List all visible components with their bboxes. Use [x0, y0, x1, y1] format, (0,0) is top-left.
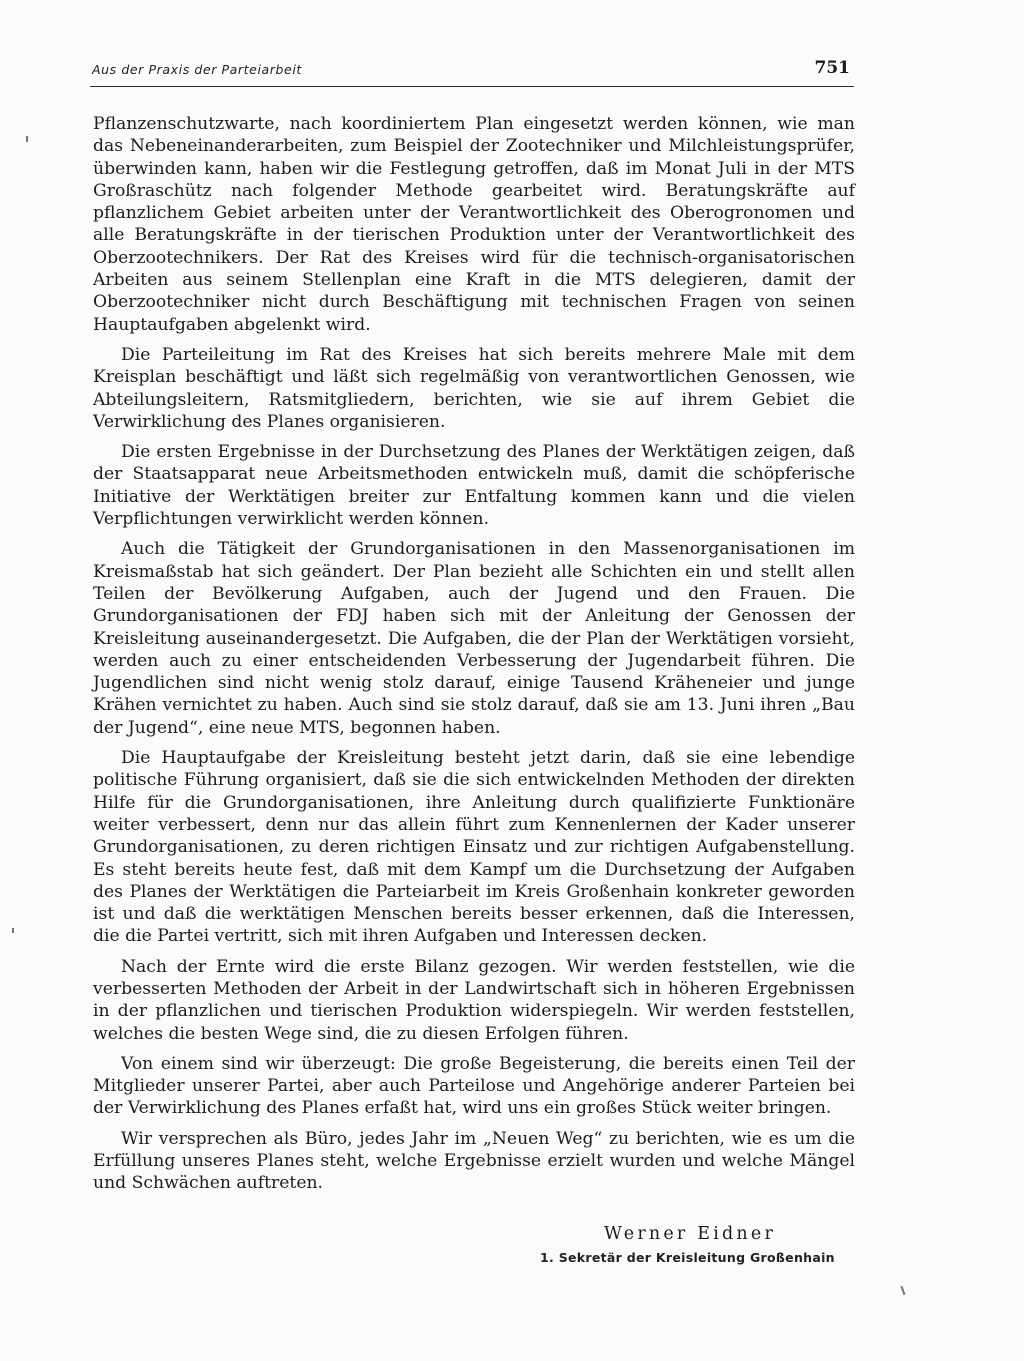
paragraph: Wir versprechen als Büro, jedes Jahr im „Neuen Weg“ zu berichten, wie es um die Erfüllung unseres Planes steht, welche Ergebnisse erzielt wurden und welche Mängel und Schwächen auftreten.	[93, 1128, 855, 1194]
paragraph: Von einem sind wir überzeugt: Die große Begeisterung, die bereits einen Teil der Mitglieder unserer Partei, aber auch Parteilose und Angehörige anderer Parteien bei der Verwirklichung des Planes erfaßt hat, wird uns ein großes Stück weiter bringen.	[93, 1053, 855, 1119]
paragraph: Auch die Tätigkeit der Grundorganisationen in den Massenorganisationen im Kreismaßstab hat sich geändert. Der Plan bezieht alle Schichten ein und stellt allen Teilen der Bevölkerung Aufgaben, auch der Jugend und den Frauen. Die Grundorganisationen der FDJ haben sich mit der Anleitung der Genossen der Kreisleitung auseinandergesetzt. Die Aufgaben, die der Plan der Werktätigen vorsieht, werden auch zu einer entscheidenden Verbesserung der Jugendarbeit führen. Die Jugendlichen sind nicht wenig stolz darauf, einige Tausend Kräheneier und junge Krähen vernichtet zu haben. Auch sind sie stolz darauf, daß sie am 13. Juni ihren „Bau der Jugend“, eine neue MTS, begonnen haben.	[93, 539, 855, 738]
scan-speck	[12, 928, 14, 933]
page-number: 751	[814, 58, 850, 78]
author-name: Werner Eidner	[604, 1224, 777, 1244]
article-body	[93, 113, 855, 1203]
paragraph: Pflanzenschutzwarte, nach koordiniertem Plan eingesetzt werden können, wie man das Nebeneinanderarbeiten, zum Beispiel der Zootechniker und Milchleistungsprüfer, überwinden kann, haben wir die Festlegung getroffen, daß im Monat Juli in der MTS Großraschütz nach folgender Methode gearbeitet wird. Beratungskräfte auf pflanzlichem Gebiet arbeiten unter der Verantwortlichkeit des Oberogronomen und alle Beratungskräfte in der tierischen Produktion unter der Verantwortlichkeit des Oberzootechnikers. Der Rat des Kreises wird für die technisch-organisatorischen Arbeiten aus seinem Stellenplan eine Kraft in die MTS delegieren, damit der Oberzootechniker nicht durch Beschäftigung mit technischen Fragen von seinen Hauptaufgaben abgelenkt wird.	[93, 114, 855, 335]
paragraph: Die Parteileitung im Rat des Kreises hat sich bereits mehrere Male mit dem Kreisplan beschäftigt und läßt sich regelmäßig von verantwortlichen Genossen, wie Abteilungsleitern, Ratsmitgliedern, berichten, wie sie auf ihrem Gebiet die Verwirklichung des Planes organisieren.	[93, 344, 855, 432]
paragraph: Nach der Ernte wird die erste Bilanz gezogen. Wir werden feststellen, wie die verbesserten Methoden der Arbeit in der Landwirtschaft sich in höheren Ergebnissen in der pflanzlichen und tierischen Produktion widerspiegeln. Wir werden feststellen, welches die besten Wege sind, die zu diesen Erfolgen führen.	[93, 956, 855, 1044]
signature-block	[540, 1224, 860, 1265]
paragraph: Die Hauptaufgabe der Kreisleitung besteht jetzt darin, daß sie eine lebendige politische Führung organisiert, daß sie die sich entwickelnden Methoden der direkten Hilfe für die Grundorganisationen, ihre Anleitung durch qualifizierte Funktionäre weiter verbessert, denn nur das allein führt zum Kennenlernen der Kader unserer Grundorganisationen, zu deren richtigen Einsatz und zur richtigen Aufgabenstellung. Es steht bereits heute fest, daß mit dem Kampf um die Durchsetzung der Aufgaben des Planes der Werktätigen die Parteiarbeit im Kreis Großenhain konkreter geworden ist und daß die werktätigen Menschen bereits besser erkennen, daß die Interessen, die die Partei vertritt, sich mit ihren Aufgaben und Interessen decken.	[93, 748, 855, 947]
scan-speck	[26, 136, 28, 142]
page-header	[90, 52, 854, 87]
author-role: 1. Sekretär der Kreisleitung Großenhain	[540, 1250, 835, 1265]
running-head: Aus der Praxis der Parteiarbeit	[92, 62, 302, 77]
paragraph: Die ersten Ergebnisse in der Durchsetzung des Planes der Werktätigen zeigen, daß der Staatsapparat neue Arbeitsmethoden entwickeln muß, damit die schöpferische Initiative der Werktätigen breiter zur Entfaltung kommen kann und die vielen Verpflichtungen verwirklicht werden können.	[93, 442, 855, 530]
scan-speck	[901, 1286, 906, 1295]
